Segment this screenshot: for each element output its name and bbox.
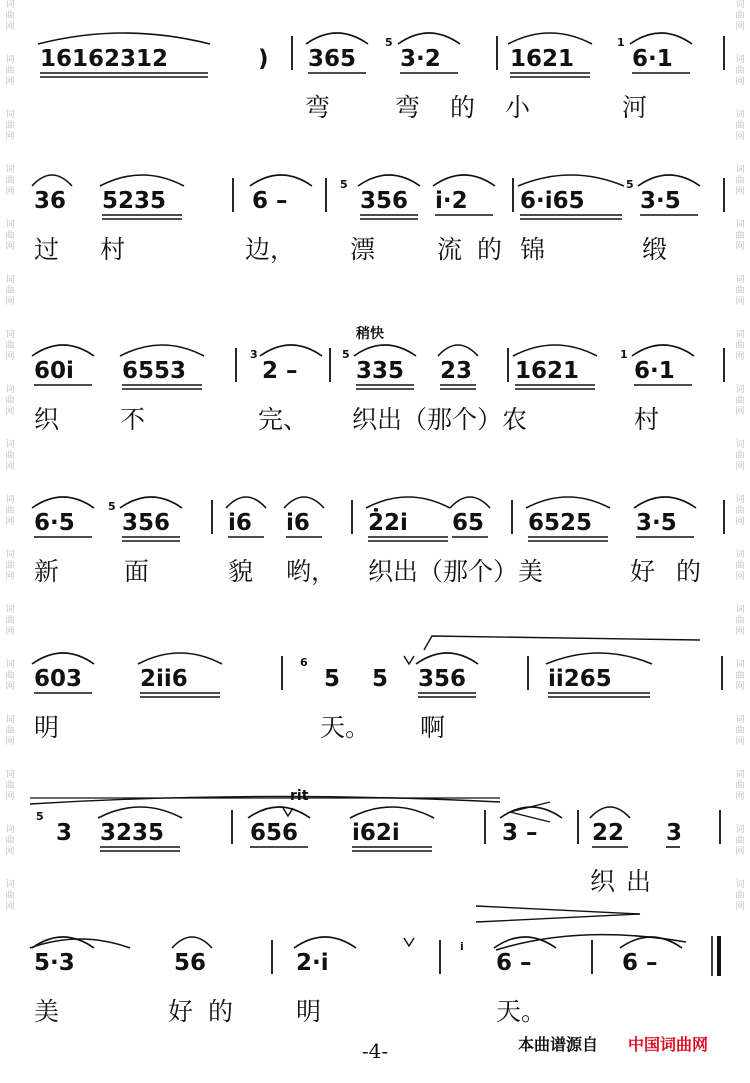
watermark-char: 曲: [5, 286, 15, 296]
watermark-char: 词: [735, 0, 745, 10]
slur-arc: [398, 33, 460, 44]
watermark-char: 曲: [735, 121, 745, 131]
slur-arc: [526, 497, 610, 508]
phrase-bracket: [424, 636, 700, 650]
slur-arc: [138, 653, 222, 664]
slur-arc: [630, 33, 692, 44]
watermark-char: 曲: [735, 341, 745, 351]
lyric-text: 织出（那个）美: [368, 557, 544, 586]
watermark-char: 曲: [5, 121, 15, 131]
slur-arc: [32, 345, 94, 356]
watermark-char: 词: [735, 110, 745, 120]
lyric-text: 貌: [228, 557, 254, 586]
slur-arc: [32, 175, 72, 186]
source-prefix: 本曲谱源自: [518, 1035, 599, 1054]
note-group: 1621: [510, 46, 575, 72]
score-system: [36, 788, 720, 896]
lyric-text: 边，: [245, 235, 296, 264]
watermark-char: 曲: [735, 396, 745, 406]
watermark-char: 词: [5, 0, 15, 10]
slur-arc: [100, 175, 184, 186]
slur-arc: [450, 497, 490, 508]
lyric-text: 织出（那个）农: [352, 405, 528, 434]
score-system: [32, 175, 724, 264]
watermark-char: 曲: [5, 396, 15, 406]
score-system: [32, 936, 719, 1026]
grace-note: 3: [250, 348, 258, 361]
watermark-char: 曲: [5, 561, 15, 571]
footer: [362, 1035, 708, 1063]
watermark-char: 词: [5, 770, 15, 780]
note-group: i·2: [435, 188, 468, 214]
note-group: 356: [122, 510, 171, 536]
watermark-char: 网: [735, 187, 745, 197]
watermark-char: 曲: [735, 231, 745, 241]
watermark-char: 网: [735, 627, 745, 637]
watermark-char: 网: [5, 77, 15, 87]
watermark-char: 曲: [5, 836, 15, 846]
grace-note: 5: [108, 500, 116, 513]
watermark-char: 网: [735, 737, 745, 747]
grace-note: i: [460, 940, 464, 953]
watermark-char: 网: [5, 902, 15, 912]
note-group: 23: [440, 358, 473, 384]
note-group: 2̇2i: [368, 510, 408, 536]
watermark-char: 网: [735, 132, 745, 142]
watermark-char: 网: [5, 517, 15, 527]
score-systems: [30, 33, 724, 1026]
watermark-char: 词: [5, 110, 15, 120]
watermark-char: 曲: [735, 66, 745, 76]
watermark-char: 曲: [735, 836, 745, 846]
note-group: 2 –: [262, 358, 298, 384]
note-group: 356: [418, 666, 467, 692]
lyric-text: 的: [450, 93, 476, 122]
watermark-char: 词: [735, 715, 745, 725]
note-group: 6553: [122, 358, 187, 384]
note-group: 3·5: [640, 188, 681, 214]
lyric-text: 明: [34, 713, 60, 742]
watermark-char: 词: [5, 715, 15, 725]
watermark-char: 词: [735, 385, 745, 395]
watermark-char: 词: [735, 880, 745, 890]
note-group: 3: [56, 820, 73, 846]
breath-mark: [283, 808, 293, 816]
watermark-char: 曲: [735, 891, 745, 901]
slur-arc: [508, 33, 592, 44]
note-group: 60i: [34, 358, 74, 384]
hairpin: [476, 906, 640, 922]
watermark-char: 网: [735, 77, 745, 87]
note-group: 16162312: [40, 46, 169, 72]
watermark-char: 词: [5, 440, 15, 450]
watermark-char: 词: [5, 880, 15, 890]
breath-mark: [404, 938, 414, 946]
slur-arc: [546, 653, 652, 664]
watermark-char: 网: [735, 297, 745, 307]
watermark-char: 曲: [5, 671, 15, 681]
watermark-char: 词: [735, 165, 745, 175]
grace-note: 5: [342, 348, 350, 361]
note-group: 6525: [528, 510, 593, 536]
lyric-text: 弯: [305, 93, 331, 122]
watermark-char: 网: [5, 242, 15, 252]
watermark-char: 曲: [5, 231, 15, 241]
slur-arc: [226, 497, 266, 508]
watermark-char: 词: [5, 220, 15, 230]
watermark-char: 词: [5, 825, 15, 835]
watermark-char: 曲: [735, 506, 745, 516]
note-group: i62i: [352, 820, 400, 846]
lyric-text: 完、: [258, 405, 309, 434]
note-group: 6·i65: [520, 188, 585, 214]
lyric-text: 弯: [395, 93, 421, 122]
note-group: 36: [34, 188, 67, 214]
tempo-marking: 稍快: [356, 326, 384, 342]
watermark-char: 词: [735, 275, 745, 285]
note-group: 5: [324, 666, 341, 692]
watermark-char: 词: [5, 605, 15, 615]
watermark-char: 网: [735, 22, 745, 32]
watermark-char: 网: [5, 297, 15, 307]
note-group: 6·5: [34, 510, 75, 536]
lyric-text: 面: [124, 557, 150, 586]
slur-arc: [366, 497, 450, 508]
slur-arc: [358, 175, 420, 186]
slur-arc: [350, 807, 434, 818]
slur-arc: [638, 175, 700, 186]
note-group: 2ii6: [140, 666, 188, 692]
watermark-char: 曲: [5, 66, 15, 76]
lyric-text: 的: [208, 997, 234, 1026]
watermark-char: 网: [5, 462, 15, 472]
lyric-text: 不: [120, 405, 146, 434]
watermark-char: 曲: [735, 781, 745, 791]
watermark-char: 曲: [735, 671, 745, 681]
lyric-text: 村: [634, 405, 660, 434]
slur-arc: [250, 175, 312, 186]
lyric-text: 好: [168, 997, 194, 1026]
slur-arc: [98, 807, 182, 818]
watermark-char: 网: [735, 902, 745, 912]
watermark-char: 网: [5, 407, 15, 417]
watermark-char: 网: [5, 847, 15, 857]
note-group: 3: [666, 820, 683, 846]
note-group: 3·5: [636, 510, 677, 536]
watermark-char: 曲: [5, 451, 15, 461]
slur-arc: [518, 175, 624, 186]
note-group: 356: [360, 188, 409, 214]
page-number: -4-: [361, 1039, 389, 1063]
grace-note: 5: [36, 810, 44, 823]
note-group: 656: [250, 820, 299, 846]
watermark-char: 词: [735, 495, 745, 505]
note-group: 56: [174, 950, 207, 976]
grace-note: 5: [340, 178, 348, 191]
note-group: 5·3: [34, 950, 75, 976]
watermark-char: 词: [735, 550, 745, 560]
watermark-char: 曲: [5, 11, 15, 21]
slur-arc: [634, 497, 696, 508]
watermark-char: 曲: [735, 286, 745, 296]
watermark-char: 曲: [735, 726, 745, 736]
watermark-char: 词: [735, 770, 745, 780]
slur-arc: [354, 345, 416, 356]
grace-note: 5: [385, 36, 393, 49]
grace-note: 5: [626, 178, 634, 191]
watermark-char: 曲: [5, 616, 15, 626]
slur-arc: [294, 937, 356, 948]
slur-arc: [172, 937, 212, 948]
lyric-text: 天。: [320, 713, 371, 742]
watermark-char: 词: [5, 55, 15, 65]
lyric-text: 好: [630, 557, 656, 586]
lyric-text: 小: [505, 93, 531, 122]
watermark-char: 词: [735, 220, 745, 230]
note-group: 335: [356, 358, 405, 384]
watermark-char: 网: [5, 682, 15, 692]
note-group: i6: [228, 510, 252, 536]
lyric-text: 织: [34, 405, 60, 434]
lyric-text: 明: [296, 997, 322, 1026]
lyric-text: 哟，: [286, 557, 337, 586]
watermark-char: 网: [735, 572, 745, 582]
lyric-text: 村: [100, 235, 126, 264]
watermark-char: 词: [5, 385, 15, 395]
grace-note: 6: [300, 656, 308, 669]
slur-arc: [120, 497, 182, 508]
lyric-text: 天。: [496, 997, 547, 1026]
lyric-text: 漂: [350, 235, 376, 264]
score-system: [32, 325, 724, 434]
source-site-link[interactable]: 中国词曲网: [628, 1035, 709, 1054]
watermark-char: 曲: [735, 451, 745, 461]
lyric-text: 流: [437, 235, 463, 264]
slur-arc: [416, 653, 478, 664]
lyric-text: 河: [622, 93, 648, 122]
note-group: ): [258, 46, 269, 72]
watermark-char: 网: [5, 352, 15, 362]
note-group: 1621: [515, 358, 580, 384]
slur-arc: [632, 345, 694, 356]
lyric-text: 的: [676, 557, 702, 586]
hairpin: [510, 802, 550, 822]
watermark-char: 曲: [735, 616, 745, 626]
watermark-char: 网: [735, 242, 745, 252]
watermark-char: 词: [735, 660, 745, 670]
watermark-char: 网: [5, 737, 15, 747]
note-group: 65: [452, 510, 485, 536]
watermark-char: 曲: [5, 726, 15, 736]
slur-arc: [248, 807, 310, 818]
slur-arc: [284, 497, 324, 508]
watermark-char: 词: [735, 330, 745, 340]
watermark-char: 网: [5, 187, 15, 197]
watermark-char: 网: [5, 792, 15, 802]
slur-arc: [32, 653, 94, 664]
watermark-char: 网: [735, 847, 745, 857]
watermark-char: 曲: [5, 506, 15, 516]
watermark-char: 曲: [735, 11, 745, 21]
slur-arc: [32, 497, 94, 508]
watermark-char: 网: [735, 407, 745, 417]
watermark-char: 网: [5, 132, 15, 142]
lyric-text: 的: [477, 235, 503, 264]
watermark-char: 词: [735, 825, 745, 835]
tempo-marking: rit: [290, 788, 309, 804]
watermark-char: 词: [735, 605, 745, 615]
watermark-char: 曲: [5, 891, 15, 901]
watermark-char: 网: [735, 682, 745, 692]
lyric-text: 新: [34, 557, 60, 586]
slur-arc: [590, 807, 630, 818]
lyric-text: 缎: [642, 235, 668, 264]
note-group: 5235: [102, 188, 167, 214]
watermark-char: 词: [5, 275, 15, 285]
watermark-char: 词: [5, 495, 15, 505]
watermark-char: 网: [735, 517, 745, 527]
score-system: [32, 497, 724, 586]
watermark-char: 网: [5, 627, 15, 637]
note-group: ii265: [548, 666, 612, 692]
slur-arc: [306, 33, 368, 44]
note-group: 3235: [100, 820, 165, 846]
grace-note: 1: [617, 36, 625, 49]
slur-arc: [120, 345, 204, 356]
watermark-char: 网: [735, 462, 745, 472]
watermark-char: 网: [735, 792, 745, 802]
watermark-char: 词: [5, 165, 15, 175]
note-group: 365: [308, 46, 357, 72]
watermark-char: 词: [5, 660, 15, 670]
note-group: 6·1: [634, 358, 675, 384]
slur-arc: [500, 807, 562, 818]
watermark-char: 网: [5, 22, 15, 32]
watermark-char: 词: [735, 55, 745, 65]
slur-arc: [38, 33, 210, 44]
slur-arc: [620, 937, 682, 948]
watermark-char: 词: [5, 330, 15, 340]
watermark-char: 词: [5, 550, 15, 560]
slur-arc: [260, 345, 322, 356]
score-system: [32, 653, 722, 742]
note-group: 22: [592, 820, 625, 846]
note-group: 5: [372, 666, 389, 692]
lyric-text: 啊: [420, 713, 446, 742]
note-group: 603: [34, 666, 83, 692]
note-group: 6 –: [622, 950, 658, 976]
watermark-char: 曲: [5, 176, 15, 186]
watermark-char: 网: [735, 352, 745, 362]
note-group: 3 –: [502, 820, 538, 846]
note-group: 6 –: [252, 188, 288, 214]
watermark-char: 曲: [735, 561, 745, 571]
score-system: [38, 33, 724, 122]
note-group: 3·2: [400, 46, 441, 72]
lyric-text: 过: [34, 235, 60, 264]
slur-arc: [513, 345, 597, 356]
lyric-text: 美: [34, 997, 60, 1026]
lyric-text: 出: [626, 867, 652, 896]
note-group: i6: [286, 510, 310, 536]
breath-mark: [404, 656, 414, 664]
watermark-char: 曲: [735, 176, 745, 186]
slur-arc: [433, 175, 495, 186]
note-group: 6 –: [496, 950, 532, 976]
note-group: 6·1: [632, 46, 673, 72]
grace-note: 1: [620, 348, 628, 361]
watermark-char: 曲: [5, 341, 15, 351]
lyric-text: 织: [590, 867, 616, 896]
lyric-text: 锦: [520, 235, 546, 264]
slur-arc: [438, 345, 478, 356]
watermark-char: 词: [735, 440, 745, 450]
watermark-char: 网: [5, 572, 15, 582]
note-group: 2·i: [296, 950, 329, 976]
watermark-char: 曲: [5, 781, 15, 791]
